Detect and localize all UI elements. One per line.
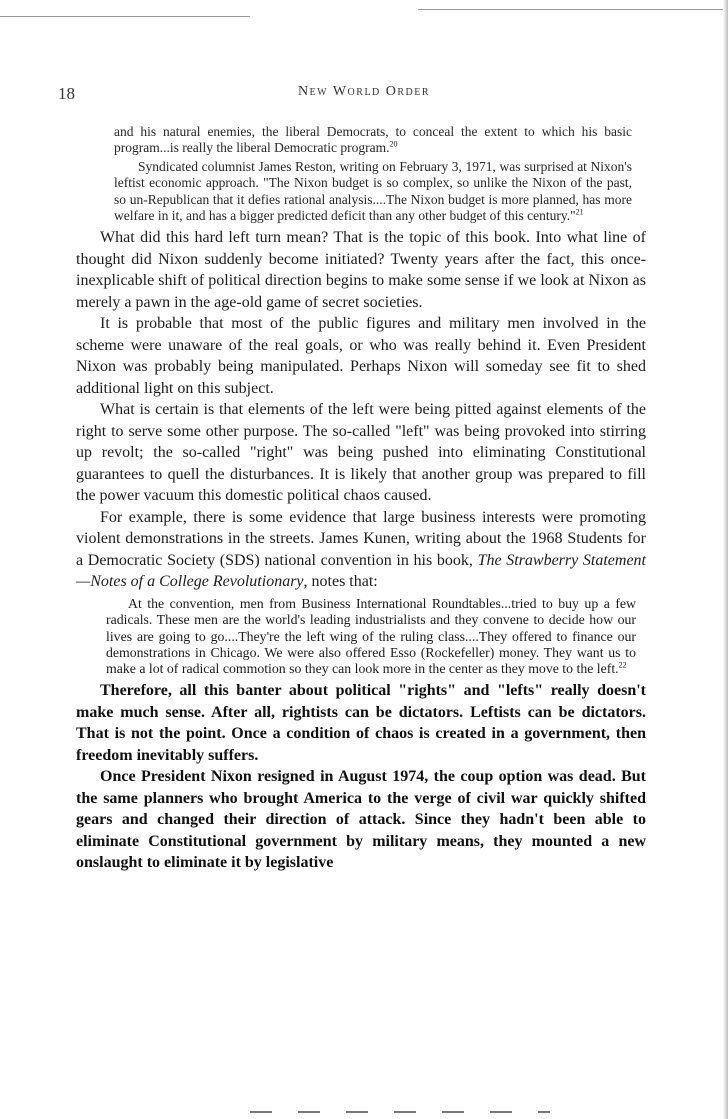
paragraph-business-interests [76,507,646,593]
paragraph-text-end: , notes that: [303,573,378,591]
book-title: The Strawberry Statement—Notes of a College Revolutionary [76,551,647,591]
page-edge-shadow [723,0,728,1119]
quote-text: Syndicated columnist James Reston, writing on February 3, 1971, was surprised at Nixon's leftist economic approach. "The Nixon budget is so complex, so unlike the Nixon of the past, so un-Republican that it defies rational analysis....The Nixon budget is more planned, has more welfare in it, and has a bigger predicted deficit than any other budget of this century." [114,158,632,224]
paragraph-nixon-resigned: Once President Nixon resigned in August 1974, the coup option was dead. But the same planners who brought America to the verge of civil war quickly shifted gears and changed their direction of attack. Since they hadn't been able to eliminate Constitutional government by military means, they mounted a new onslaught to eliminate it by legislative [76,768,646,872]
page-number: 18 [58,84,75,103]
quote-text: At the convention, men from Business International Roundtables...tried to buy up a few radicals. These men are the world's leading industrialists and they convene to decide how our lives are going to go....They're the left wing of the ruling class....They offered to finance our demonstrations in Chicago. We were also offered Esso (Rockefeller) money. They want us to make a lot of radical commotion so they can look more in the center as they move to the left. [106,595,636,677]
block-quote-kunen [106,596,636,677]
footnote-marker: 21 [575,207,584,217]
paragraph-text: For example, there is some evidence that large business interests were promoting violent demonstrations in the streets. James Kunen, writing about the 1968 Students for a Democratic Society (SDS) national convention in his book, [76,508,646,569]
indented-quote-continuation [114,124,632,157]
running-head: New World Order [297,84,431,99]
paragraph-public-figures: It is probable that most of the public figures and military men involved in the scheme were unaware of the real goals, or who was really behind it. Even President Nixon was probably being manipulated. Perhaps Nixon will someday see fit to shed additional light on this subject. [76,315,646,397]
footnote-marker: 22 [618,660,627,670]
scan-artifact-top-right [418,9,724,10]
page-body [76,124,646,874]
paragraph-hard-left-turn: What did this hard left turn mean? That is the topic of this book. Into what line of thought did Nixon suddenly become initiated? Twenty years after the fact, this once-inexplicable shift of political direction begins to make some sense if we look at Nixon as merely a pawn in the age-old game of secret societies. [76,229,646,311]
paragraph-left-vs-right: What is certain is that elements of the left were being pitted against elements of the right to serve some other purpose. The so-called "left" was being provoked into stirring up revolt; the so-called "right" was being pushed into eliminating Constitutional guarantees to quell the disturbances. It is likely that another group was prepared to fill the power vacuum this domestic political chaos caused. [76,401,646,505]
footnote-marker: 20 [389,139,398,149]
quote-text: and his natural enemies, the liberal Democrats, to conceal the extent to which his basic program...is really the liberal Democratic program. [114,124,632,156]
indented-quote-reston [114,159,632,225]
scan-artifact-top-left [0,16,250,17]
page-header [58,84,670,108]
paragraph-rights-and-lefts: Therefore, all this banter about political "rights" and "lefts" really doesn't make much sense. After all, rightists can be dictators. Leftists can be dictators. That is not the point. Once a condition of chaos is created in a government, then freedom inevitably suffers. [76,682,646,764]
scan-artifact-bottom [250,1111,550,1113]
